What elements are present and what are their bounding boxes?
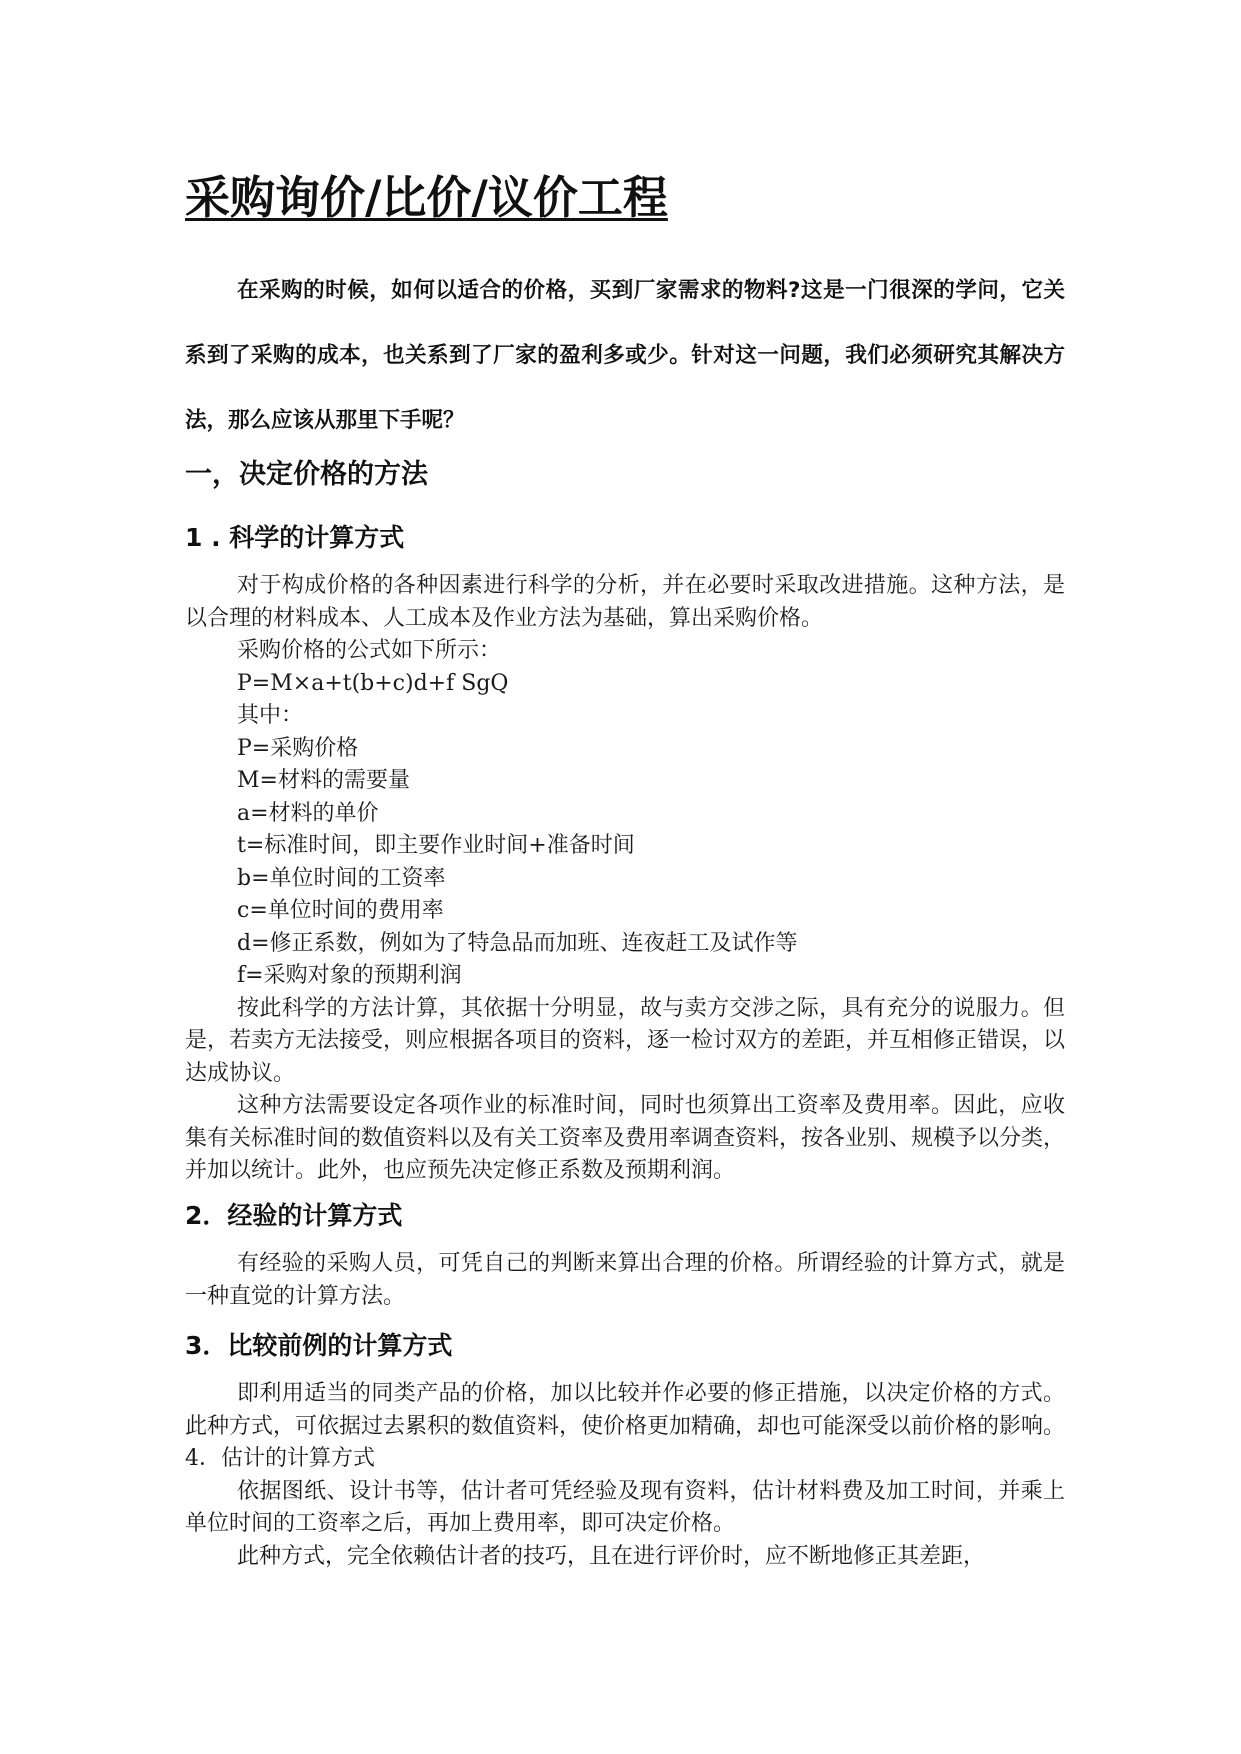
definition-item: c=单位时间的费用率 [237, 898, 444, 923]
paragraph: 这种方法需要设定各项作业的标准时间，同时也须算出工资率及费用率。因此，应收集有关标准时间的数值资料以及有关工资率及费用率调查资料，按各业别、规模予以分类，并加以统计。此外，也应预先决定修正系数及预期利润。 [185, 1093, 1066, 1183]
subsection-heading-experience: 2．经验的计算方式 [185, 1201, 403, 1230]
definition-item: d=修正系数，例如为了特急品而加班、连夜赶工及试作等 [237, 930, 798, 956]
formula: P=M×a+t(b+c)d+f SgQ [237, 670, 509, 696]
subsection-body-scientific [185, 570, 1065, 1188]
paragraph: 有经验的采购人员，可凭自己的判断来算出合理的价格。所谓经验的计算方式，就是一种直觉的计算方法。 [185, 1251, 1065, 1309]
paragraph: 依据图纸、设计书等，估计者可凭经验及现有资料，估计材料费及加工时间，并乘上单位时间的工资率之后，再加上费用率，即可决定价格。 [185, 1478, 1065, 1536]
paragraph: 即利用适当的同类产品的价格，加以比较并作必要的修正措施，以决定价格的方式。此种方式，可依据过去累积的数值资料，使价格更加精确，却也可能深受以前价格的影响。4．估计的计算方式 [185, 1381, 1066, 1471]
definition-item: a=材料的单价 [237, 800, 379, 826]
paragraph: 此种方式，完全依赖估计者的技巧，且在进行评价时，应不断地修正其差距， [237, 1543, 986, 1569]
definition-item: M=材料的需要量 [237, 768, 410, 793]
subsection-body-precedent [185, 1378, 1065, 1573]
definition-item: f=采购对象的预期利润 [237, 963, 462, 988]
section-heading-pricing-methods: 一，决定价格的方法 [185, 459, 428, 490]
paragraph: 采购价格的公式如下所示： [237, 638, 502, 663]
document-title: 采购询价/比价/议价工程 [185, 171, 668, 224]
definition-item: P=采购价格 [237, 735, 359, 761]
subsection-body-experience [185, 1248, 1065, 1313]
definition-item: b=单位时间的工资率 [237, 865, 446, 891]
intro-paragraph: 在采购的时候，如何以适合的价格，买到厂家需求的物料?这是一门很深的学问，它关系到了采购的成本，也关系到了厂家的盈利多或少。针对这一问题，我们必须研究其解决方法，那么应该从那里下手呢？ [185, 278, 1065, 433]
subsection-heading-precedent: 3．比较前例的计算方式 [185, 1331, 453, 1360]
paragraph: 按此科学的方法计算，其依据十分明显，故与卖方交涉之际，具有充分的说服力。但是，若卖方无法接受，则应根据各项目的资料，逐一检讨双方的差距，并互相修正错误，以达成协议。 [185, 995, 1066, 1086]
paragraph: 其中： [237, 703, 304, 728]
definition-item: t=标准时间，即主要作业时间+准备时间 [237, 833, 635, 858]
subsection-heading-scientific: 1 . 科学的计算方式 [185, 523, 405, 552]
paragraph: 对于构成价格的各种因素进行科学的分析，并在必要时采取改进措施。这种方法，是以合理的材料成本、人工成本及作业方法为基础，算出采购价格。 [185, 573, 1065, 631]
